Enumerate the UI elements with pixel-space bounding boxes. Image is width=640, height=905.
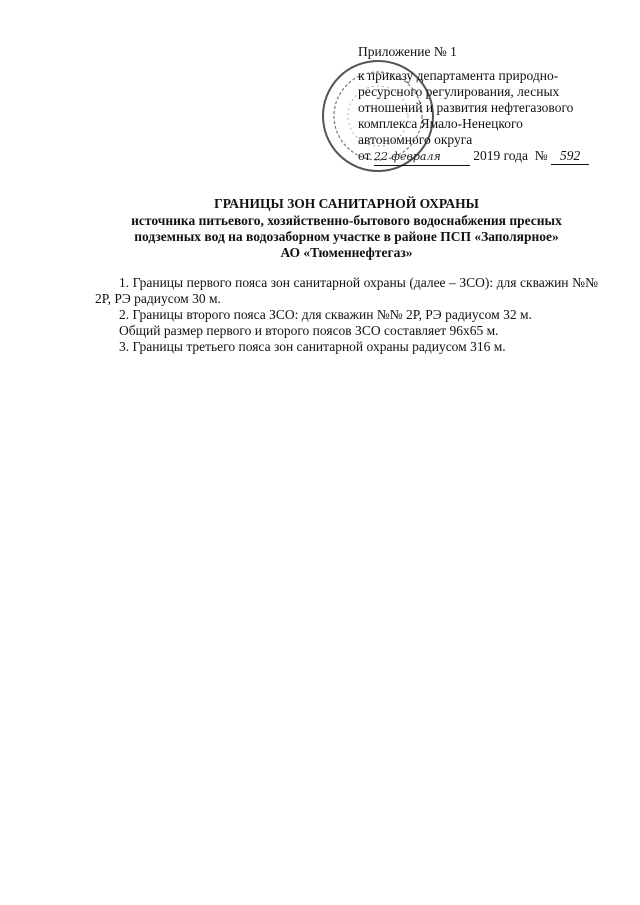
order-line: к приказу департамента природно- [358,68,559,83]
document-subtitle: АО «Тюменнефтегаз» [280,245,413,260]
order-date-line: от 22 февраля 2019 года № 592 [358,148,589,164]
document-title: ГРАНИЦЫ ЗОН САНИТАРНОЙ ОХРАНЫ [214,196,479,211]
list-item: Общий размер первого и второго поясов ЗСО составляет 96х65 м. [119,323,499,338]
order-line: комплекса Ямало-Ненецкого [358,116,523,131]
order-line: отношений и развития нефтегазового [358,100,574,115]
appendix-label: Приложение № 1 [358,44,457,59]
order-reference [358,68,589,164]
document-subtitle: источника питьевого, хозяйственно-бытового водоснабжения пресных [131,213,562,228]
order-line: ресурсного регулирования, лесных [358,84,560,99]
document-subtitle: подземных вод на водозаборном участке в районе ПСП «Заполярное» [134,229,559,244]
order-line: автономного округа [358,132,473,147]
handwritten-number: 592 [551,148,589,165]
list-item: 2. Границы второго пояса ЗСО: для скважин №№ 2Р, РЭ радиусом 32 м. [119,307,532,322]
list-item: 1. Границы первого пояса зон санитарной охраны (далее – ЗСО): для скважин №№ 2Р, РЭ радиусом 30 м. [95,275,598,306]
document-body [95,275,598,355]
list-item: 3. Границы третьего пояса зон санитарной охраны радиусом 316 м. [119,339,506,354]
handwritten-date: 22 февраля [374,149,470,166]
